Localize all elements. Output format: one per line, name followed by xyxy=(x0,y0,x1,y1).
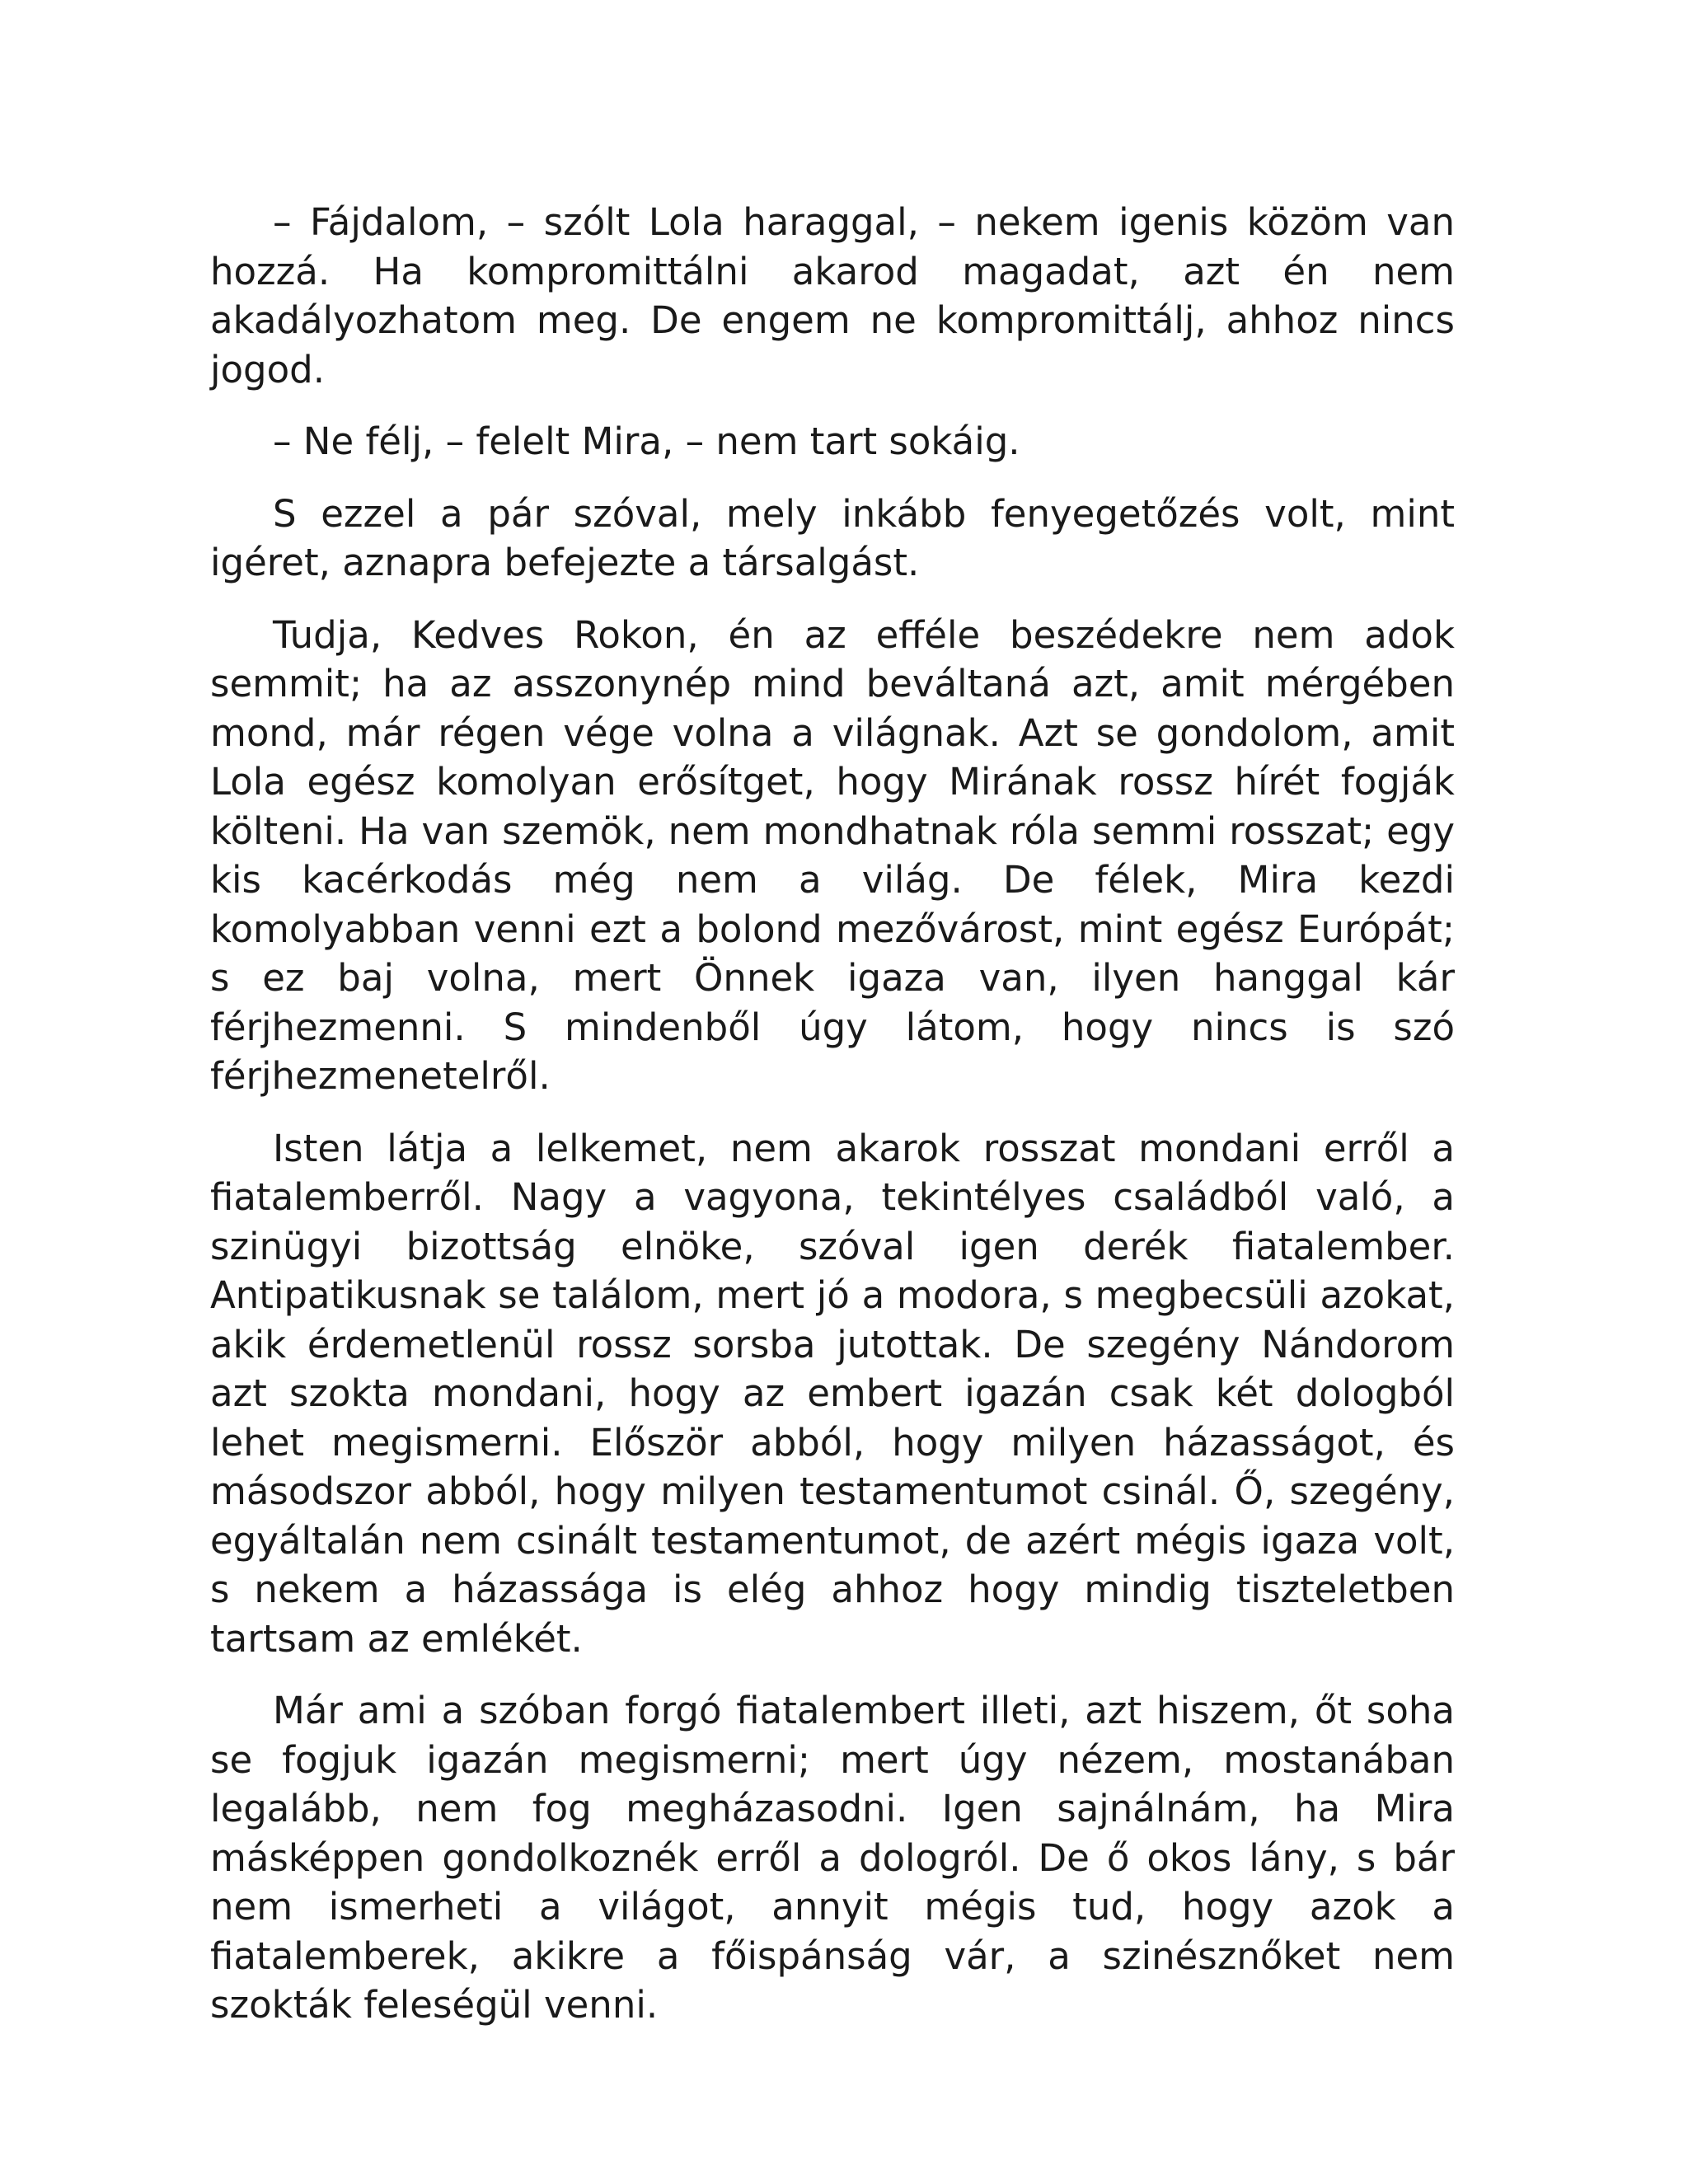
document-page xyxy=(210,198,1455,2053)
paragraph-lola-reply: – Fájdalom, – szólt Lola haraggal, – nekem igenis közöm van hozzá. Ha kompromittálni akarod magadat, azt én nem akadályozhatom meg. De engem ne kompromittálj, ahhoz nincs jogod. xyxy=(210,200,1455,391)
paragraph-mira-reply: – Ne félj, – felelt Mira, – nem tart sokáig. xyxy=(273,419,1020,463)
paragraph-young-man: Isten látja a lelkemet, nem akarok rosszat mondani erről a fiatalemberről. Nagy a vagyona, tekintélyes családból való, a szinügyi bizottság elnöke, szóval igen derék fiatalember. Antipatikusnak se találom, mert jó a modora, s megbecsüli azokat, akik érdemetlenül rossz sorsba jutottak. De szegény Nándorom azt szokta mondani, hogy az embert igazán csak két dologból lehet megismerni. Először abból, hogy milyen házasságot, és másodszor abból, hogy milyen testamentumot csinál. Ő, szegény, egyáltalán nem csinált testamentumot, de azért mégis igaza volt, s nekem a házassága is elég ahhoz hogy mindig tiszteletben tartsam az emlékét. xyxy=(210,1126,1455,1661)
paragraph-letter-rumors: Tudja, Kedves Rokon, én az efféle beszédekre nem adok semmit; ha az asszonynép mind beváltaná azt, amit mérgében mond, már régen vége volna a világnak. Azt se gondolom, amit Lola egész komolyan erősítget, hogy Mirának rossz hírét fogják költeni. Ha van szemök, nem mondhatnak róla semmi rosszat; egy kis kacérkodás még nem a világ. De félek, Mira kezdi komolyabban venni ezt a bolond mezővárost, mint egész Európát; s ez baj volna, mert Önnek igaza van, ilyen hanggal kár férjhezmenni. S mindenből úgy látom, hogy nincs is szó férjhezmenetelről. xyxy=(210,612,1455,1098)
paragraph-marriage-outlook: Már ami a szóban forgó fiatalembert illeti, azt hiszem, őt soha se fogjuk igazán megismerni; mert úgy nézem, mostanában legalább, nem fog megházasodni. Igen sajnálnám, ha Mira másképpen gondolkoznék erről a dologról. De ő okos lány, s bár nem ismerheti a világot, annyit mégis tud, hogy azok a fiatalemberek, akikre a főispánság vár, a szinésznőket nem szokták feleségül venni. xyxy=(210,1689,1455,2027)
paragraph-conversation-end: S ezzel a pár szóval, mely inkább fenyegetőzés volt, mint igéret, aznapra befejezte a társalgást. xyxy=(210,491,1455,584)
